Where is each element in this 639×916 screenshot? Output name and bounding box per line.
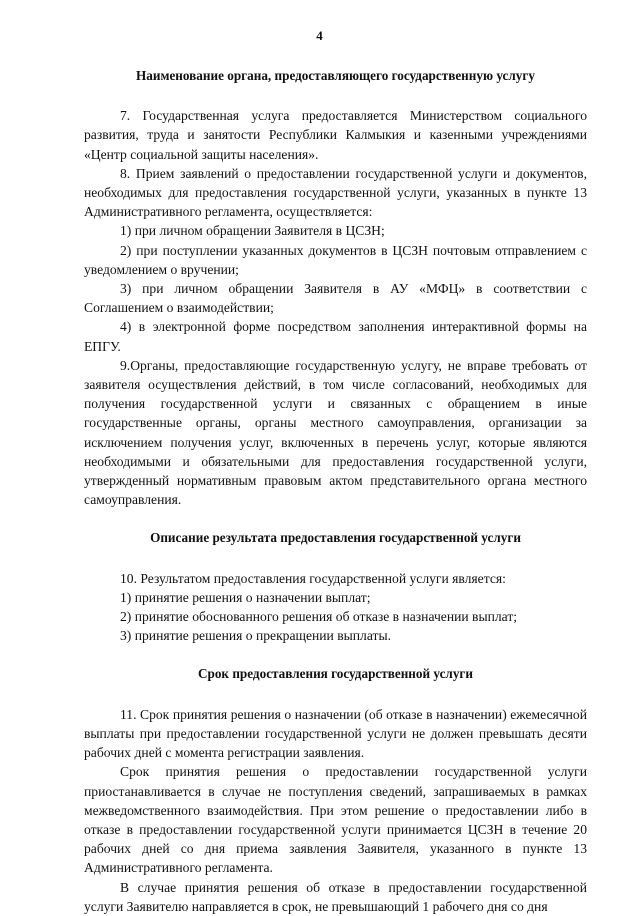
list-item: 2) принятие обоснованного решения об отказе в назначении выплат; bbox=[120, 609, 518, 625]
paragraph: 7. Государственная услуга предоставляется Министерством социального развития, труда и занятости Республики Калмыкия и казенными учреждениями «Центр социальной защиты населения». bbox=[84, 108, 587, 162]
list-item: 1) при личном обращении Заявителя в ЦСЗН; bbox=[120, 223, 385, 239]
paragraph: 9.Органы, предоставляющие государственную услугу, не вправе требовать от заявителя осуществления действий, в том числе согласований, необходимых для получения государственной услуги и связанных с обращением в иные государственные органы, органы местного самоуправления, организации за исключением получения услуг, включенных в перечень услуг, которые являются необходимыми и обязательными для предоставления государственной услуги, утвержденный нормативным правовым актом представительного органа местного самоуправления. bbox=[84, 357, 587, 508]
paragraph: В случае принятия решения об отказе в предоставлении государственной услуги Заявителю направляется в срок, не превышающий 1 рабочего дня со дня bbox=[84, 879, 587, 914]
section-heading-service-provider: Наименование органа, предоставляющего государственную услугу bbox=[136, 68, 535, 83]
section-heading-service-result: Описание результата предоставления государственной услуги bbox=[150, 530, 521, 546]
list-item: 3) принятие решения о прекращении выплаты. bbox=[120, 628, 391, 644]
paragraph: Срок принятия решения о предоставлении государственной услуги приостанавливается в случае не поступления сведений, запрашиваемых в рамках межведомственного взаимодействия. При этом решение о предоставлении либо в отказе в предоставлении государственной услуги принимается ЦСЗН в течение 20 рабочих дней со дня приема заявления Заявителя, указанного в пункте 13 Административного регламента. bbox=[84, 764, 587, 876]
page-number: 4 bbox=[316, 28, 323, 43]
list-item: 1) принятие решения о назначении выплат; bbox=[120, 589, 371, 605]
list-item: 4) в электронной форме посредством заполнения интерактивной формы на ЕПГУ. bbox=[84, 319, 587, 354]
paragraph: 8. Прием заявлений о предоставлении государственной услуги и документов, необходимых для предоставления государственной услуги, указанных в пункте 13 Административного регламента, осуществляется: bbox=[84, 165, 587, 220]
section-heading-service-term: Срок предоставления государственной услуги bbox=[197, 666, 474, 682]
document-body bbox=[84, 66, 587, 916]
list-item: 2) при поступлении указанных документов в ЦСЗН почтовым отправлением с уведомлением о вручении; bbox=[84, 242, 587, 277]
list-item: 3) при личном обращении Заявителя в АУ «МФЦ» в соответствии с Соглашением о взаимодействии; bbox=[84, 281, 587, 316]
paragraph: 11. Срок принятия решения о назначении (об отказе в назначении) ежемесячной выплаты при предоставлении государственной услуги не должен превышать десяти рабочих дней с момента регистрации заявления. bbox=[84, 706, 587, 761]
paragraph: 10. Результатом предоставления государственной услуги является: bbox=[120, 570, 506, 586]
